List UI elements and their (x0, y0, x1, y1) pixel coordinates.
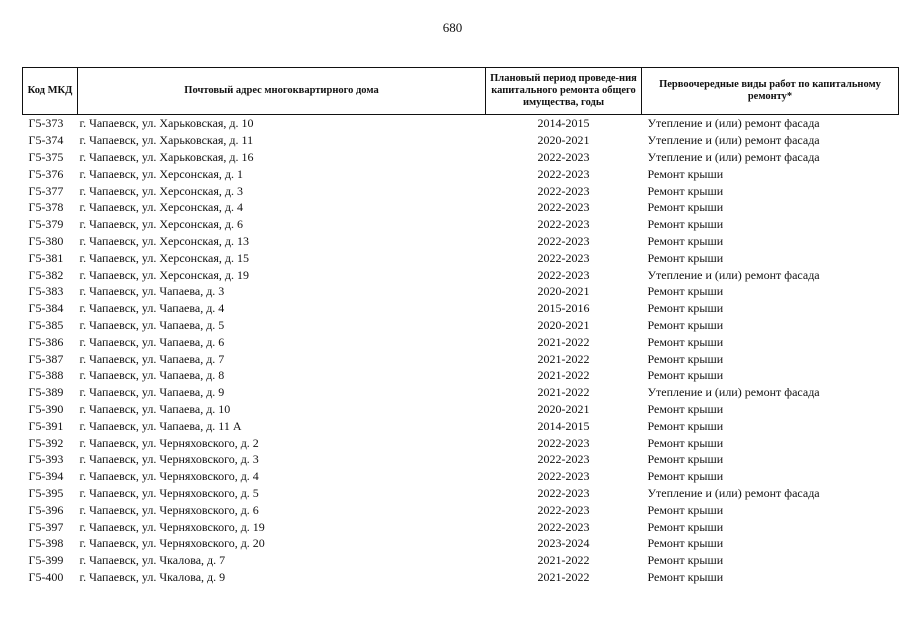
cell-code: Г5-392 (28, 435, 64, 450)
cell-works: Ремонт крыши (647, 351, 724, 366)
cell-period: 2022-2023 (537, 183, 590, 198)
table-row (23, 249, 899, 266)
cell-code: Г5-390 (28, 401, 64, 416)
cell-period: 2022-2023 (537, 233, 590, 248)
cell-code: Г5-395 (28, 485, 64, 500)
cell-works: Ремонт крыши (647, 183, 724, 198)
cell-period: 2022-2023 (537, 502, 590, 517)
cell-works: Утепление и (или) ремонт фасада (647, 385, 820, 400)
cell-address: г. Чапаевск, ул. Черняховского, д. 20 (79, 536, 265, 551)
cell-works: Ремонт крыши (647, 166, 724, 181)
cell-period: 2014-2015 (537, 116, 590, 131)
cell-works: Ремонт крыши (647, 334, 724, 349)
cell-code: Г5-387 (28, 351, 64, 366)
cell-address: г. Чапаевск, ул. Херсонская, д. 1 (79, 166, 243, 181)
table-row (23, 182, 899, 199)
cell-code: Г5-400 (28, 569, 64, 584)
cell-period: 2020-2021 (537, 401, 590, 416)
cell-works: Ремонт крыши (647, 435, 724, 450)
repair-schedule-table (22, 67, 899, 585)
cell-period: 2022-2023 (537, 267, 590, 282)
cell-address: г. Чапаевск, ул. Черняховского, д. 6 (79, 502, 259, 517)
cell-code: Г5-398 (28, 536, 64, 551)
cell-code: Г5-388 (28, 368, 64, 383)
cell-works: Ремонт крыши (647, 536, 724, 551)
cell-code: Г5-379 (28, 217, 64, 232)
cell-works: Ремонт крыши (647, 317, 724, 332)
table-row (23, 216, 899, 233)
table-row (23, 367, 899, 384)
cell-code: Г5-385 (28, 317, 64, 332)
table-body (23, 115, 899, 586)
cell-works: Утепление и (или) ремонт фасада (647, 133, 820, 148)
cell-address: г. Чапаевск, ул. Харьковская, д. 11 (79, 133, 254, 148)
table-row (23, 468, 899, 485)
cell-code: Г5-399 (28, 553, 64, 568)
cell-code: Г5-394 (28, 469, 64, 484)
cell-period: 2022-2023 (537, 149, 590, 164)
cell-code: Г5-378 (28, 200, 64, 215)
header-works: Первоочередные виды работ по капитальному ремонту* (642, 68, 899, 115)
cell-works: Ремонт крыши (647, 569, 724, 584)
cell-period: 2022-2023 (537, 200, 590, 215)
cell-period: 2014-2015 (537, 418, 590, 433)
cell-works: Ремонт крыши (647, 250, 724, 265)
cell-works: Ремонт крыши (647, 217, 724, 232)
cell-address: г. Чапаевск, ул. Чапаева, д. 9 (79, 385, 225, 400)
cell-period: 2022-2023 (537, 166, 590, 181)
cell-period: 2020-2021 (537, 317, 590, 332)
table-row (23, 149, 899, 166)
cell-address: г. Чапаевск, ул. Черняховского, д. 2 (79, 435, 259, 450)
cell-period: 2020-2021 (537, 133, 590, 148)
table-row (23, 552, 899, 569)
cell-works: Ремонт крыши (647, 553, 724, 568)
cell-address: г. Чапаевск, ул. Чапаева, д. 3 (79, 284, 225, 299)
cell-works: Утепление и (или) ремонт фасада (647, 267, 820, 282)
cell-works: Ремонт крыши (647, 502, 724, 517)
cell-address: г. Чапаевск, ул. Черняховского, д. 5 (79, 485, 259, 500)
cell-period: 2023-2024 (537, 536, 590, 551)
table-row (23, 518, 899, 535)
cell-address: г. Чапаевск, ул. Чкалова, д. 9 (79, 569, 226, 584)
table-row (23, 535, 899, 552)
cell-code: Г5-382 (28, 267, 64, 282)
cell-period: 2022-2023 (537, 519, 590, 534)
cell-period: 2021-2022 (537, 569, 590, 584)
table-row (23, 233, 899, 250)
cell-code: Г5-396 (28, 502, 64, 517)
table-row (23, 333, 899, 350)
cell-code: Г5-397 (28, 519, 64, 534)
cell-code: Г5-384 (28, 301, 64, 316)
cell-period: 2022-2023 (537, 469, 590, 484)
cell-works: Ремонт крыши (647, 368, 724, 383)
cell-address: г. Чапаевск, ул. Черняховского, д. 4 (79, 469, 259, 484)
cell-period: 2022-2023 (537, 485, 590, 500)
page-number: 680 (442, 20, 463, 35)
cell-address: г. Чапаевск, ул. Херсонская, д. 6 (79, 217, 243, 232)
table-row (23, 132, 899, 149)
table-row (23, 501, 899, 518)
cell-period: 2022-2023 (537, 452, 590, 467)
cell-period: 2021-2022 (537, 368, 590, 383)
cell-code: Г5-377 (28, 183, 64, 198)
cell-period: 2020-2021 (537, 284, 590, 299)
cell-works: Ремонт крыши (647, 452, 724, 467)
cell-works: Ремонт крыши (647, 233, 724, 248)
table-row (23, 266, 899, 283)
table-row (23, 350, 899, 367)
cell-address: г. Чапаевск, ул. Харьковская, д. 10 (79, 116, 254, 131)
cell-works: Ремонт крыши (647, 418, 724, 433)
cell-code: Г5-383 (28, 284, 64, 299)
cell-address: г. Чапаевск, ул. Херсонская, д. 3 (79, 183, 243, 198)
cell-period: 2022-2023 (537, 217, 590, 232)
table-row (23, 401, 899, 418)
cell-address: г. Чапаевск, ул. Чапаева, д. 10 (79, 401, 231, 416)
table-row (23, 434, 899, 451)
cell-code: Г5-381 (28, 250, 64, 265)
table-row (23, 384, 899, 401)
cell-works: Утепление и (или) ремонт фасада (647, 149, 820, 164)
table-row (23, 317, 899, 334)
cell-address: г. Чапаевск, ул. Херсонская, д. 13 (79, 233, 249, 248)
cell-period: 2022-2023 (537, 435, 590, 450)
table-row (23, 199, 899, 216)
cell-period: 2015-2016 (537, 301, 590, 316)
table-row (23, 451, 899, 468)
cell-code: Г5-391 (28, 418, 64, 433)
cell-address: г. Чапаевск, ул. Черняховского, д. 19 (79, 519, 265, 534)
header-address: Почтовый адрес многоквартирного дома (78, 68, 486, 115)
cell-works: Утепление и (или) ремонт фасада (647, 116, 820, 131)
table-row (23, 485, 899, 502)
cell-code: Г5-380 (28, 233, 64, 248)
cell-address: г. Чапаевск, ул. Херсонская, д. 15 (79, 250, 249, 265)
table-row (23, 417, 899, 434)
cell-period: 2022-2023 (537, 250, 590, 265)
cell-code: Г5-376 (28, 166, 64, 181)
cell-address: г. Чапаевск, ул. Чапаева, д. 5 (79, 317, 225, 332)
cell-address: г. Чапаевск, ул. Чапаева, д. 6 (79, 334, 225, 349)
table-header (23, 68, 899, 115)
table-row (23, 115, 899, 132)
header-code: Код МКД (23, 68, 78, 115)
cell-period: 2021-2022 (537, 351, 590, 366)
cell-period: 2021-2022 (537, 334, 590, 349)
cell-code: Г5-389 (28, 385, 64, 400)
cell-works: Ремонт крыши (647, 284, 724, 299)
cell-code: Г5-373 (28, 116, 64, 131)
cell-works: Ремонт крыши (647, 519, 724, 534)
cell-period: 2021-2022 (537, 385, 590, 400)
cell-address: г. Чапаевск, ул. Чапаева, д. 8 (79, 368, 225, 383)
cell-works: Ремонт крыши (647, 469, 724, 484)
table-row (23, 300, 899, 317)
cell-address: г. Чапаевск, ул. Чкалова, д. 7 (79, 553, 226, 568)
header-period: Плановый период проведе-ния капитального ремонта общего имущества, годы (486, 68, 642, 115)
table-row (23, 283, 899, 300)
table-row (23, 569, 899, 586)
cell-works: Ремонт крыши (647, 200, 724, 215)
cell-code: Г5-374 (28, 133, 64, 148)
cell-address: г. Чапаевск, ул. Чапаева, д. 7 (79, 351, 225, 366)
cell-address: г. Чапаевск, ул. Херсонская, д. 4 (79, 200, 243, 215)
cell-period: 2021-2022 (537, 553, 590, 568)
cell-address: г. Чапаевск, ул. Чапаева, д. 4 (79, 301, 225, 316)
table-header-row (23, 68, 899, 115)
cell-address: г. Чапаевск, ул. Харьковская, д. 16 (79, 149, 254, 164)
cell-address: г. Чапаевск, ул. Черняховского, д. 3 (79, 452, 259, 467)
cell-works: Ремонт крыши (647, 401, 724, 416)
cell-code: Г5-386 (28, 334, 64, 349)
table-row (23, 165, 899, 182)
cell-works: Ремонт крыши (647, 301, 724, 316)
cell-works: Утепление и (или) ремонт фасада (647, 485, 820, 500)
cell-code: Г5-393 (28, 452, 64, 467)
cell-address: г. Чапаевск, ул. Чапаева, д. 11 А (79, 418, 242, 433)
cell-code: Г5-375 (28, 149, 64, 164)
cell-address: г. Чапаевск, ул. Херсонская, д. 19 (79, 267, 249, 282)
